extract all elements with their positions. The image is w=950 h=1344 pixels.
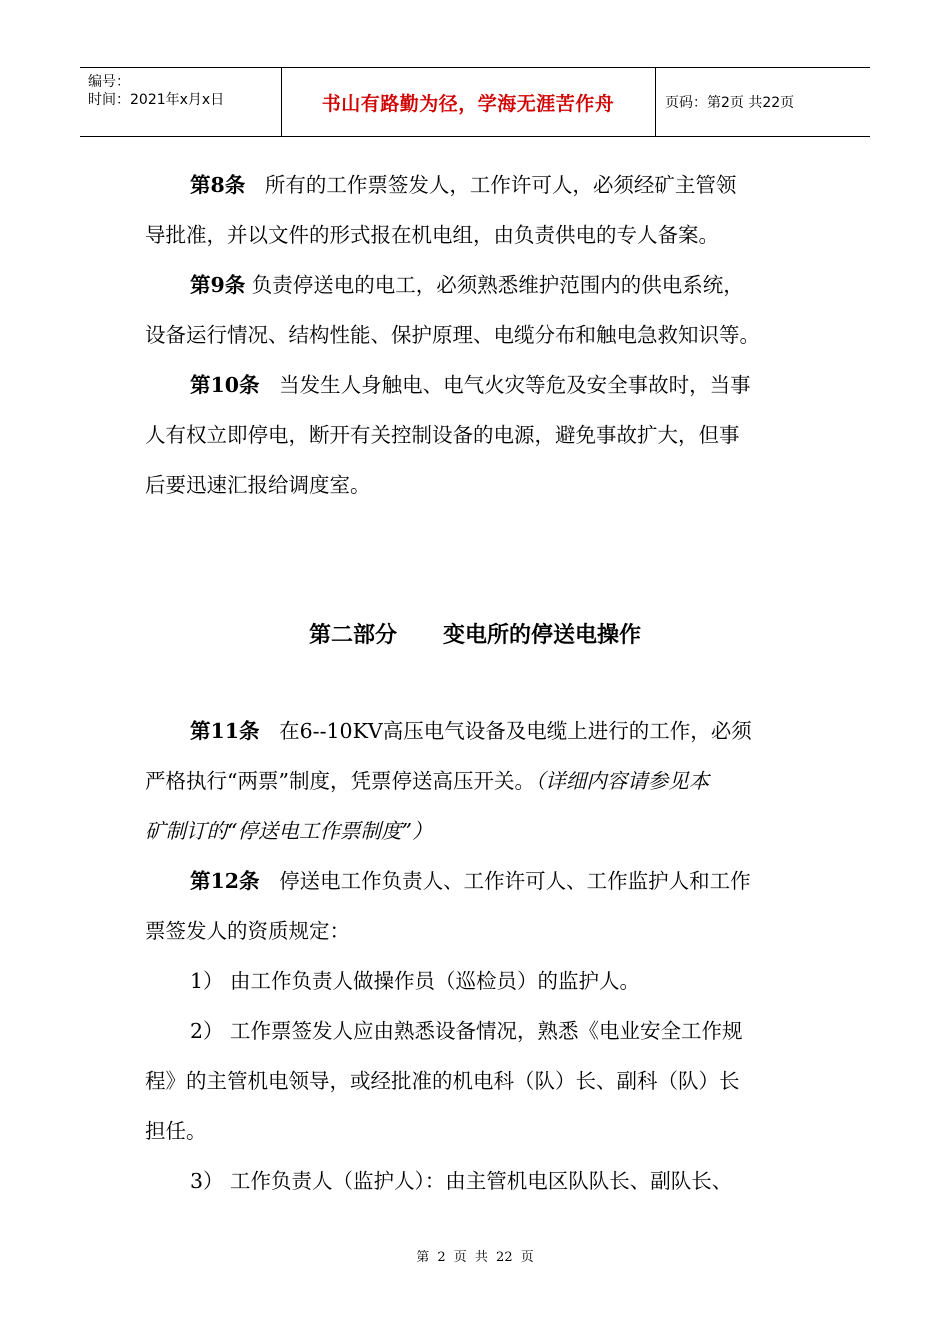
article-10-line-1: 第10条 当发生人身触电、电气火灾等危及安全事故时，当事 xyxy=(190,373,751,397)
article-8-label: 第8条 xyxy=(190,173,246,197)
article-10-label: 第10条 xyxy=(190,373,260,397)
header-meta xyxy=(88,73,224,109)
document-number-label: 编号： xyxy=(88,74,130,90)
article-9-line-1: 第9条 负责停送电的电工，必须熟悉维护范围内的供电系统， xyxy=(190,273,744,297)
header-divider xyxy=(655,68,656,136)
article-8-line-2: 导批准，并以文件的形式报在机电组，由负责供电的专人备案。 xyxy=(145,223,719,247)
article-11-label: 第11条 xyxy=(190,719,260,743)
page-footer: 第 2 页 共 22 页 xyxy=(416,1250,534,1265)
article-12-label: 第12条 xyxy=(190,869,260,893)
article-11-line-3: 矿制订的“停送电工作票制度”） xyxy=(145,819,433,843)
article-9-line-2: 设备运行情况、结构性能、保护原理、电缆分布和触电急救知识等。 xyxy=(145,323,760,347)
article-11-line-2: 严格执行“两票”制度，凭票停送高压开关。（详细内容请参见本 xyxy=(145,769,710,793)
header-motto: 书山有路勤为径，学海无涯苦作舟 xyxy=(321,92,615,115)
list-item-2-line-3: 担任。 xyxy=(145,1119,207,1143)
article-9-label: 第9条 xyxy=(190,273,246,297)
article-12-line-1: 第12条 停送电工作负责人、工作许可人、工作监护人和工作 xyxy=(190,869,751,893)
list-item-2-line-1: 2） 工作票签发人应由熟悉设备情况，熟悉《电业安全工作规 xyxy=(190,1019,743,1043)
document-time: 时间：2021年x月x日 xyxy=(88,92,225,108)
list-item-3: 3） 工作负责人（监护人）：由主管机电区队队长、副队长、 xyxy=(190,1169,733,1193)
article-12-line-2: 票签发人的资质规定： xyxy=(145,919,350,943)
header-page-info: 页码：第2页 共22页 xyxy=(665,95,795,111)
article-11-line-1: 第11条 在6--10KV高压电气设备及电缆上进行的工作，必须 xyxy=(190,719,752,743)
section-title: 第二部分 变电所的停送电操作 xyxy=(309,622,641,648)
list-item-2-line-2: 程》的主管机电领导，或经批准的机电科（队）长、副科（队）长 xyxy=(145,1069,740,1093)
article-10-line-3: 后要迅速汇报给调度室。 xyxy=(145,473,371,497)
article-8-line-1: 第8条 所有的工作票签发人，工作许可人，必须经矿主管领 xyxy=(190,173,737,197)
article-10-line-2: 人有权立即停电，断开有关控制设备的电源，避免事故扩大，但事 xyxy=(145,423,740,447)
list-item-1: 1） 由工作负责人做操作员（巡检员）的监护人。 xyxy=(190,969,641,993)
page-header xyxy=(80,67,870,137)
